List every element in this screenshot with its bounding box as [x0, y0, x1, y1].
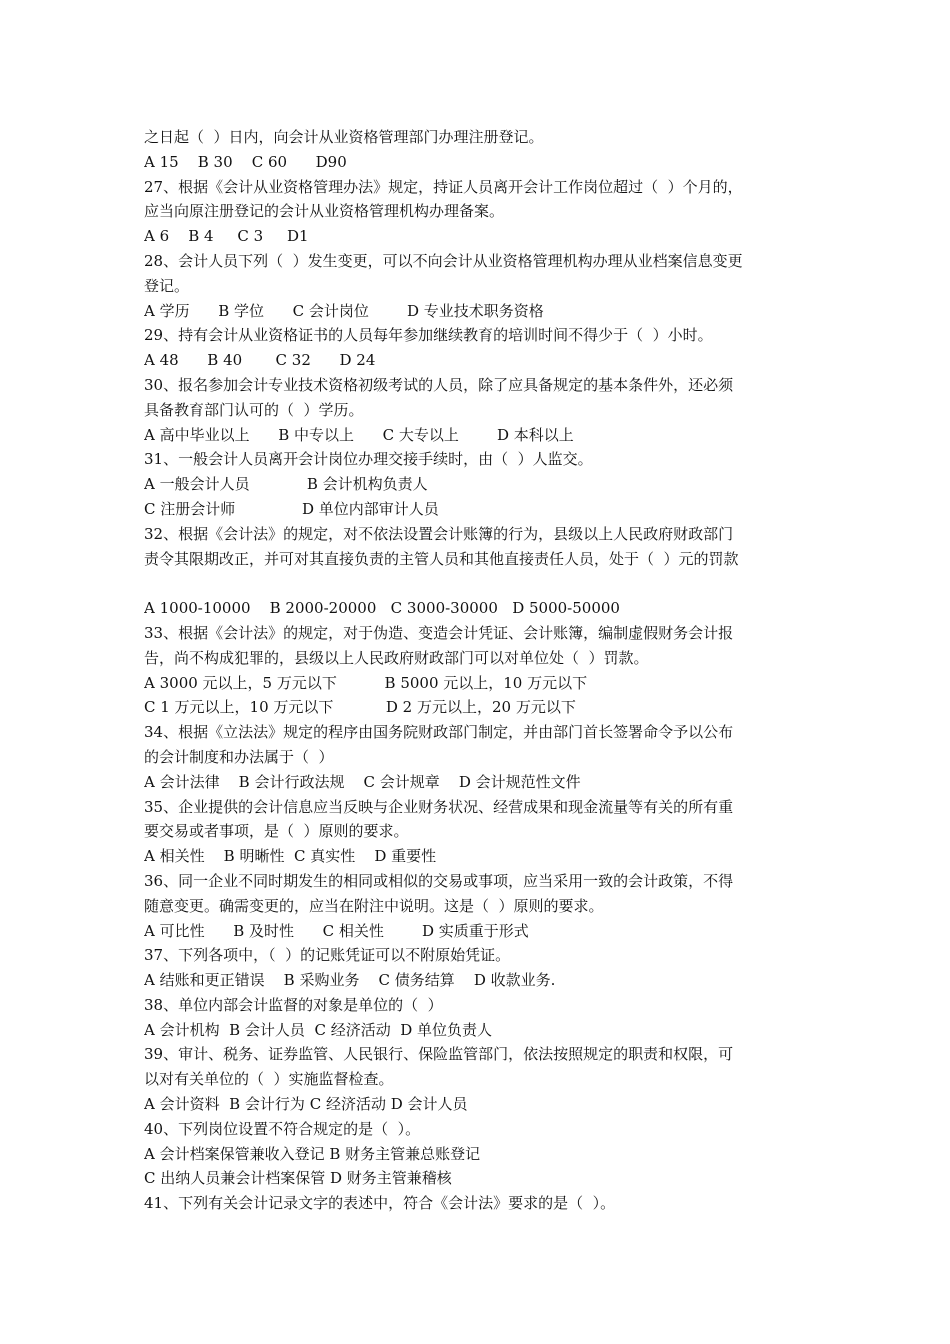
question-37: 37、下列各项中，（ ）的记账凭证可以不附原始凭证。 [144, 946, 511, 965]
answer-options: A 1000-10000 B 2000-20000 C 3000-30000 D 5000-50000 [144, 599, 620, 618]
answer-options: A 会计档案保管兼收入登记 B 财务主管兼总账登记 [144, 1144, 481, 1163]
text-line: 的会计制度和办法属于（ ） [144, 747, 334, 766]
document-body [144, 125, 808, 1216]
question-40: 40、下列岗位设置不符合规定的是（ ）。 [144, 1119, 421, 1138]
question-33: 33、根据《会计法》的规定，对于伪造、变造会计凭证、会计账簿，编制虚假财务会计报 [144, 623, 734, 642]
answer-options: A 可比性 B 及时性 C 相关性 D 实质重于形式 [144, 921, 529, 940]
question-41: 41、下列有关会计记录文字的表述中，符合《会计法》要求的是（ ）。 [144, 1194, 616, 1213]
answer-options: A 会计机构 B 会计人员 C 经济活动 D 单位负责人 [144, 1020, 493, 1039]
answer-options: A 3000 元以上，5 万元以下 B 5000 元以上，10 万元以下 [144, 673, 588, 692]
answer-options: A 高中毕业以上 B 中专以上 C 大专以上 D 本科以上 [144, 425, 574, 444]
question-32: 32、根据《会计法》的规定，对不依法设置会计账簿的行为，县级以上人民政府财政部门 [144, 524, 734, 543]
text-line: 以对有关单位的（ ）实施监督检查。 [144, 1070, 394, 1089]
question-36: 36、同一企业不同时期发生的相同或相似的交易或事项，应当采用一致的会计政策，不得 [144, 871, 734, 890]
answer-options: A 48 B 40 C 32 D 24 [144, 351, 376, 370]
answer-options: A 6 B 4 C 3 D1 [144, 227, 309, 246]
question-39: 39、审计、税务、证券监管、人民银行、保险监管部门，依法按照规定的职责和权限，可 [144, 1045, 734, 1064]
answer-options: C 注册会计师 D 单位内部审计人员 [144, 499, 439, 518]
text-line: 要交易或者事项，是（ ）原则的要求。 [144, 822, 409, 841]
answer-options: A 一般会计人员 B 会计机构负责人 [144, 475, 428, 494]
text-line: 告，尚不构成犯罪的，县级以上人民政府财政部门可以对单位处（ ）罚款。 [144, 648, 649, 667]
question-34: 34、根据《立法法》规定的程序由国务院财政部门制定，并由部门首长签署命令予以公布 [144, 723, 734, 742]
question-31: 31、一般会计人员离开会计岗位办理交接手续时，由（ ）人监交。 [144, 450, 593, 469]
text-line: 之日起（ ）日内，向会计从业资格管理部门办理注册登记。 [144, 128, 544, 146]
answer-options: A 学历 B 学位 C 会计岗位 D 专业技术职务资格 [144, 301, 544, 320]
text-line: 应当向原注册登记的会计从业资格管理机构办理备案。 [144, 202, 505, 221]
question-29: 29、持有会计从业资格证书的人员每年参加继续教育的培训时间不得少于（ ）小时。 [144, 326, 713, 345]
answer-options: A 结账和更正错误 B 采购业务 C 债务结算 D 收款业务. [144, 971, 556, 990]
text-line: 具备教育部门认可的（ ）学历。 [144, 400, 364, 419]
answer-options: A 会计资料 B 会计行为 C 经济活动 D 会计人员 [144, 1095, 468, 1114]
text-line: 责令其限期改正，并可对其直接负责的主管人员和其他直接责任人员，处于（ ）元的罚款 [144, 549, 739, 568]
text-line: 随意变更。确需变更的，应当在附注中说明。这是（ ）原则的要求。 [144, 896, 604, 915]
question-35: 35、企业提供的会计信息应当反映与企业财务状况、经营成果和现金流量等有关的所有重 [144, 797, 734, 816]
answer-options: A 相关性 B 明晰性 C 真实性 D 重要性 [144, 847, 437, 866]
text-line: 登记。 [144, 276, 190, 295]
question-30: 30、报名参加会计专业技术资格初级考试的人员，除了应具备规定的基本条件外，还必须 [144, 375, 734, 394]
answer-options: C 1 万元以上，10 万元以下 D 2 万元以上，20 万元以下 [144, 698, 576, 717]
answer-options: A 15 B 30 C 60 D90 [144, 152, 347, 171]
question-27: 27、根据《会计从业资格管理办法》规定，持证人员离开会计工作岗位超过（ ）个月的， [144, 177, 743, 196]
answer-options: C 出纳人员兼会计档案保管 D 财务主管兼稽核 [144, 1169, 452, 1188]
blank-line [144, 571, 808, 596]
answer-options: A 会计法律 B 会计行政法规 C 会计规章 D 会计规范性文件 [144, 772, 581, 791]
question-38: 38、单位内部会计监督的对象是单位的（ ） [144, 995, 443, 1014]
question-28: 28、会计人员下列（ ）发生变更，可以不向会计从业资格管理机构办理从业档案信息变更 [144, 251, 743, 270]
